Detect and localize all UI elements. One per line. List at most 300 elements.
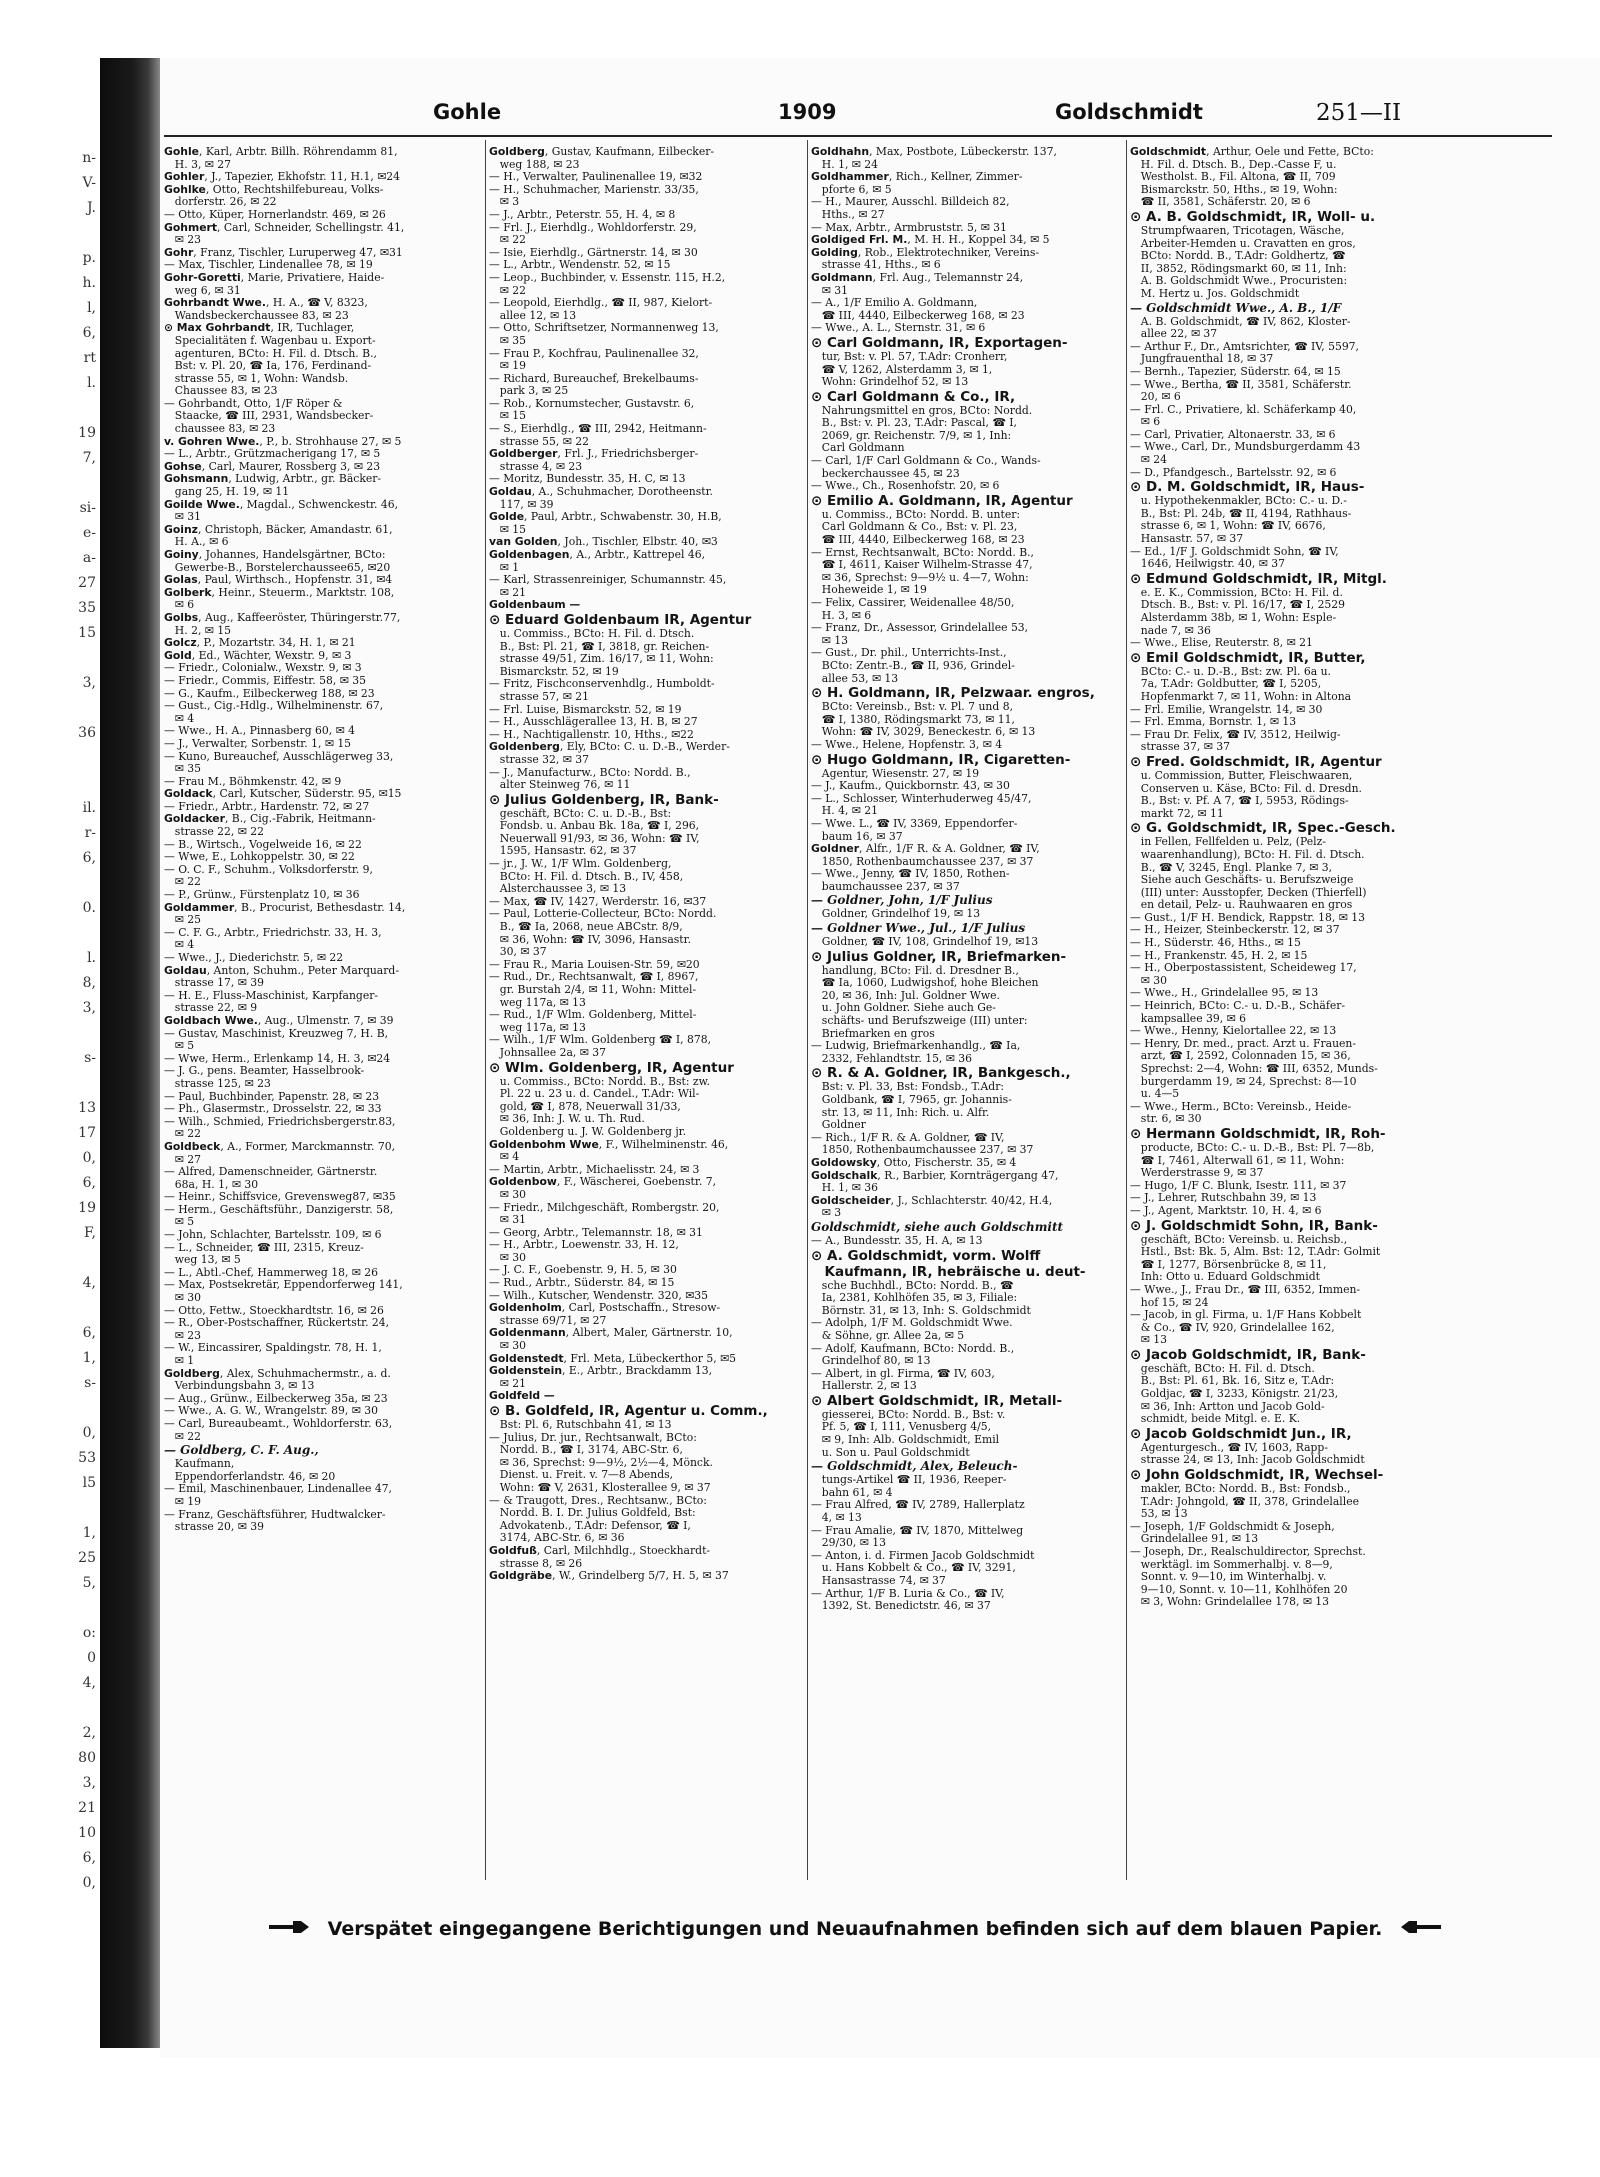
directory-entry-line: ✉ 35 [489,334,527,347]
directory-entry-line: A. B. Goldschmidt, ☎ IV, 862, Kloster- [1130,315,1351,328]
directory-entry-line: — Goldschmidt, Alex, Beleuch- [811,1459,1018,1474]
directory-entry-line: Eppendorferlandstr. 46, ✉ 20 [164,1470,336,1483]
directory-entry-line: — Arthur F., Dr., Amtsrichter, ☎ IV, 5597, [1130,340,1359,353]
directory-entry-line: — Goldschmidt Wwe., A. B., 1/F [1130,300,1342,315]
directory-entry-line: str. 6, ✉ 30 [1130,1113,1202,1126]
directory-entry-line: 117, ✉ 39 [489,498,554,511]
directory-entry-line: pforte 6, ✉ 5 [811,183,892,196]
directory-entry-line: Goldscheider, J., Schlachterstr. 40/42, H.4, [811,1194,1053,1207]
directory-entry-line: ⊙ Edmund Goldschmidt, IR, Mitgl. [1130,570,1387,587]
directory-column-3 [811,146,1123,1876]
directory-entry-line: — Rud., Dr., Rechtsanwalt, ☎ I, 8967, [489,971,699,984]
directory-entry-line: — Frl. Luise, Bismarckstr. 52, ✉ 19 [489,703,682,716]
directory-entry-line: 9—10, Sonnt. v. 10—11, Kohlhöfen 20 [1130,1583,1348,1596]
directory-entry-line: — jr., J. W., 1/F Wlm. Goldenberg, [489,858,672,871]
directory-entry-line: — H., Nachtigallenstr. 10, Hths., ✉22 [489,728,694,741]
header-left-keyword: Gohle [433,100,502,124]
directory-entry-line: Goldfuß, Carl, Milchhdlg., Stoeckhardt- [489,1544,711,1557]
directory-entry-line: u. 4—5 [1130,1088,1180,1101]
directory-entry-line: — Julius, Dr. jur., Rechtsanwalt, BCto: [489,1431,697,1444]
facing-page-fragment: 0. [82,900,96,916]
directory-entry-line: 68a, H. 1, ✉ 30 [164,1178,259,1191]
directory-entry-line: — Frau Amalie, ☎ IV, 1870, Mittelweg [811,1524,1024,1537]
directory-entry-line: — Joseph, 1/F Goldschmidt & Joseph, [1130,1520,1335,1533]
directory-entry-line: Alsterdamm 38b, ✉ 1, Wohn: Esple- [1130,612,1337,624]
directory-entry-line: B., ☎ V, 3245, Engl. Planke 7, ✉ 3, [1130,861,1333,874]
directory-entry-line: ✉ 23 [164,1329,202,1342]
directory-entry-line: — Frau M., Böhmkenstr. 42, ✉ 9 [164,775,342,788]
directory-entry-line: Goldau, Anton, Schuhm., Peter Marquard- [164,964,399,977]
directory-entry-line: Fondsb. u. Anbau Bk. 18a, ☎ I, 296, [489,820,700,833]
directory-entry-line: — Frau P., Kochfrau, Paulinenallee 32, [489,347,699,360]
facing-page-fragment: l, [87,300,96,316]
directory-entry-line: u. Commiss., BCto: Nordd. B. unter: [811,508,1021,521]
directory-entry-line: — Goldner Wwe., Jul., 1/F Julius [811,921,1026,936]
directory-entry-line: ⊙ D. M. Goldschmidt, IR, Haus- [1130,479,1365,496]
directory-entry-line: allee 22, ✉ 37 [1130,328,1218,341]
directory-entry-line: — Wwe., H., Grindelallee 95, ✉ 13 [1130,987,1319,1000]
directory-column-2 [489,146,804,1876]
header-year: 1909 [778,100,837,124]
directory-entry-line: — H., Ausschlägerallee 13, H. B, ✉ 27 [489,716,698,729]
directory-entry-line: Goldmann, Frl. Aug., Telemannstr 24, [811,271,1024,284]
directory-entry-line: Kaufmann, IR, hebräische u. deut- [811,1263,1086,1280]
directory-entry-line: Pl. 22 u. 23 u. d. Candel., T.Adr: Wil- [489,1088,700,1101]
facing-page-fragment: o: [82,1625,96,1641]
directory-entry-line: Sonnt. v. 9—10, im Winterhalbj. v. [1130,1571,1327,1584]
facing-page-fragment: 6, [82,1325,96,1341]
directory-entry-line: — Ph., Glasermstr., Drosselstr. 22, ✉ 33 [164,1103,382,1116]
directory-entry-line: — J. G., pens. Beamter, Hasselbrook- [164,1065,365,1078]
directory-entry-line: ✉ 1 [164,1355,195,1367]
directory-entry-line: A. B. Goldschmidt Wwe., Procuristen: [1130,275,1348,288]
directory-entry-line: Goldacker, B., Cig.-Fabrik, Heitmann- [164,813,376,826]
directory-entry-line: BCto: Nordd. B., T.Adr: Goldhertz, ☎ [1130,250,1346,263]
directory-entry-line: — Rob., Kornumstecher, Gustavstr. 6, [489,397,695,410]
directory-entry-line: — Kuno, Bureauchef, Ausschlägerweg 33, [164,750,394,763]
directory-entry-line: — Wwe., H. A., Pinnasberg 60, ✉ 4 [164,725,355,738]
facing-page-fragment: 17 [78,1125,96,1141]
directory-entry-line: — John, Schlachter, Bartelsstr. 109, ✉ 6 [164,1229,382,1242]
directory-entry-line: ✉ 13 [811,634,849,647]
directory-entry-line: — D., Pfandgesch., Bartelsstr. 92, ✉ 6 [1130,466,1337,479]
directory-entry-line: — L., Arbtr., Grützmacherigang 17, ✉ 5 [164,448,381,461]
directory-entry-line: ✉ 13 [1130,1334,1168,1347]
directory-entry-line: H. 3, ✉ 27 [164,158,232,171]
directory-entry-line: strasse 22, ✉ 9 [164,1002,258,1015]
directory-entry-line: — H., Frankenstr. 45, H. 2, ✉ 15 [1130,949,1308,962]
directory-entry-line: ⊙ A. Goldschmidt, vorm. Wolff [811,1247,1041,1264]
directory-entry-line: — Friedr., Arbtr., Hardenstr. 72, ✉ 27 [164,800,370,813]
facing-page-fragment: 5, [82,1575,96,1591]
directory-entry-line: ☎ V, 1262, Alsterdamm 3, ✉ 1, [811,363,993,376]
pointing-hand-icon [267,1918,311,1941]
directory-entry-line: Golcz, P., Mozartstr. 34, H. 1, ✉ 21 [164,637,356,650]
directory-entry-line: ✉ 36, Sprechst: 9—9½, 2½—4, Mönck. [489,1456,713,1469]
directory-entry-line: ⊙ Wlm. Goldenberg, IR, Agentur [489,1059,734,1076]
directory-entry-line: Goldner, Grindelhof 19, ✉ 13 [811,908,981,921]
directory-entry-line: H. 4, ✉ 21 [811,805,879,818]
directory-entry-line: — Gust., Cig.-Hdlg., Wilhelminenstr. 67, [164,700,384,713]
directory-entry-line: alter Steinweg 76, ✉ 11 [489,779,631,792]
directory-entry-line: — Frl. J., Eierhdlg., Wohldorferstr. 29, [489,221,697,234]
directory-entry-line: 3174, ABC-Str. 6, ✉ 36 [489,1532,625,1545]
directory-entry-line: ✉ 24 [1130,454,1168,467]
facing-page-fragment: 4, [82,1675,96,1691]
directory-entry-line: van Golden, Joh., Tischler, Elbstr. 40, ✉3 [489,536,718,549]
facing-page-fragment: h. [82,275,96,291]
directory-entry-line: Conserven u. Käse, BCto: Fil. d. Dresdn. [1130,782,1362,795]
directory-entry-line: — Albert, in gl. Firma, ☎ IV, 603, [811,1367,995,1380]
directory-entry-line: ⊙ H. Goldmann, IR, Pelzwaar. engros, [811,685,1095,702]
directory-entry-line: B., Bst: Pl. 24b, ☎ II, 4194, Rathhaus- [1130,507,1352,520]
directory-entry-line: ⊙ G. Goldschmidt, IR, Spec.-Gesch. [1130,820,1396,837]
directory-entry-line: chaussee 83, ✉ 23 [164,423,276,436]
directory-entry-line: schmidt, beide Mitgl. e. E. K. [1130,1413,1301,1426]
directory-entry-line: ⊙ Carl Goldmann, IR, Exportagen- [811,334,1068,351]
directory-entry-line: Goldenbohm Wwe, F., Wilhelminenstr. 46, [489,1138,729,1151]
column-divider [1126,140,1127,1880]
directory-entry-line: strasse 22, ✉ 22 [164,826,264,839]
directory-entry-line: — Heinrich, BCto: C.- u. D.-B., Schäfer- [1130,1000,1346,1013]
directory-entry-line: — Max, Postsekretär, Eppendorferweg 141, [164,1279,403,1292]
directory-entry-line: baum 16, ✉ 37 [811,830,903,843]
directory-entry-line: Alsterchaussee 3, ✉ 13 [489,883,627,896]
facing-page-fragment: 25 [78,1550,96,1566]
directory-entry-line: B., Bst: Pl. 61, Bk. 16, Sitz e, T.Adr: [1130,1375,1335,1388]
column-divider [485,140,486,1880]
facing-page-fragment: l. [87,950,96,966]
directory-entry-line: Specialitäten f. Wagenbau u. Export- [164,334,376,347]
directory-entry-line: Nordd. B. I. Dr. Julius Goldfeld, Bst: [489,1507,696,1520]
facing-page-fragment: rt [83,350,96,366]
directory-entry-line: — Friedr., Colonialw., Wexstr. 9, ✉ 3 [164,662,362,675]
directory-entry-line: strasse 6, ✉ 1, Wohn: ☎ IV, 6676, [1130,520,1326,533]
facing-page-fragment: 6, [82,325,96,341]
directory-entry-line: ✉ 30 [489,1251,527,1264]
directory-entry-line: Goldner, ☎ IV, 108, Grindelhof 19, ✉13 [811,936,1039,949]
directory-entry-line: Golde, Paul, Arbtr., Schwabenstr. 30, H.B, [489,511,722,524]
directory-entry-line: — G., Kaufm., Eilbeckerweg 188, ✉ 23 [164,687,375,700]
directory-entry-line: — Friedr., Commis, Eiffestr. 58, ✉ 35 [164,674,366,687]
facing-page-fragment: F, [84,1225,96,1241]
directory-entry-line: — A., Bundesstr. 35, H. A, ✉ 13 [811,1234,983,1247]
directory-entry-line: — Gohrbandt, Otto, 1/F Röper & [164,397,343,410]
directory-entry-line: 1850, Rothenbaumchaussee 237, ✉ 37 [811,1144,1034,1157]
directory-entry-line: Hoheweide 1, ✉ 19 [811,584,927,597]
directory-entry-line: u. Hypothekenmakler, BCto: C.- u. D.- [1130,495,1347,508]
directory-entry-line: Goilde Wwe., Magdal., Schwenckestr. 46, [164,498,399,511]
directory-entry-line: — Otto, Küper, Hornerlandstr. 469, ✉ 26 [164,208,386,221]
directory-entry-line: — L., Schlosser, Winterhuderweg 45/47, [811,792,1032,805]
directory-entry-line: ☎ III, 4440, Eilbeckerweg 168, ✉ 23 [811,309,1025,322]
directory-entry-line: dorferstr. 26, ✉ 22 [164,196,277,209]
directory-entry-line: — Aug., Grünw., Eilbeckerweg 35a, ✉ 23 [164,1392,388,1405]
directory-entry-line: — J., Kaufm., Quickbornstr. 43, ✉ 30 [811,780,1010,793]
directory-entry-line: Gohsmann, Ludwig, Arbtr., gr. Bäcker- [164,473,382,486]
directory-entry-line: ☎ II, 3581, Schäferstr. 20, ✉ 6 [1130,196,1311,209]
directory-entry-line: ✉ 19 [489,360,527,373]
directory-entry-line: in Fellen, Fellfelden u. Pelz, (Pelz- [1130,836,1326,849]
directory-entry-line: Gewerbe-B., Borstelerchaussee65, ✉20 [164,561,391,574]
directory-entry-line: ☎ I, 7461, Alterwall 61, ✉ 11, Wohn: [1130,1154,1345,1167]
directory-entry-line: Hths., ✉ 27 [811,208,885,221]
directory-entry-line: — Otto, Schriftsetzer, Normannenweg 13, [489,322,719,335]
directory-entry-line: ✉ 22 [489,284,527,297]
directory-entry-line: BCto: Zentr.-B., ☎ II, 936, Grindel- [811,659,1015,672]
facing-page-fragment: 6, [82,1175,96,1191]
directory-entry-line: arzt, ☎ I, 2592, Colonnaden 15, ✉ 36, [1130,1050,1351,1063]
directory-entry-line: — Paul, Buchbinder, Papenstr. 28, ✉ 23 [164,1090,380,1103]
directory-entry-line: Goldbach Wwe., Aug., Ulmenstr. 7, ✉ 39 [164,1014,394,1027]
directory-entry-line: Goldberg, Gustav, Kaufmann, Eilbecker- [489,146,715,158]
facing-page-fragment: 2, [82,1725,96,1741]
directory-entry-line: — Franz, Geschäftsführer, Hudtwalcker- [164,1508,386,1521]
facing-page-fragment: J. [87,200,96,216]
directory-entry-line: ✉ 19 [164,1495,202,1508]
facing-page-fragment: 8, [82,975,96,991]
pointing-hand-icon [1399,1918,1443,1941]
directory-entry-line: allee 12, ✉ 13 [489,309,577,322]
directory-entry-line: Gohlke, Otto, Rechtshilfebureau, Volks- [164,183,384,196]
directory-entry-line: Goldenberg, Ely, BCto: C. u. D.-B., Werder- [489,741,730,754]
directory-entry-line: — Alfred, Damenschneider, Gärtnerstr. [164,1166,378,1179]
directory-entry-line: ✉ 31 [811,284,849,297]
directory-entry-line: agenturen, BCto: H. Fil. d. Dtsch. B., [164,347,377,360]
facing-page-fragment: s- [84,1375,96,1391]
directory-entry-line: Gold, Ed., Wächter, Wexstr. 9, ✉ 3 [164,649,352,662]
directory-entry-line: Goldenbaum — [489,599,581,612]
directory-entry-line: — Jacob, in gl. Firma, u. 1/F Hans Kobbelt [1130,1309,1362,1322]
directory-entry-line: — J., Agent, Marktstr. 10, H. 4, ✉ 6 [1130,1204,1322,1217]
directory-entry-line: — Wwe., Ch., Rosenhofstr. 20, ✉ 6 [811,480,1000,493]
directory-entry-line: Grindelhof 80, ✉ 13 [811,1355,931,1368]
directory-entry-line: — L., Schneider, ☎ III, 2315, Kreuz- [164,1241,364,1254]
facing-page-margin [0,0,100,2177]
directory-entry-line: ✉ 22 [164,1430,202,1443]
directory-entry-line: Gohrbandt Wwe., H. A., ☎ V, 8323, [164,297,368,310]
directory-entry-line: — J. C. F., Goebenstr. 9, H. 5, ✉ 30 [489,1264,677,1277]
directory-entry-line: — J., Arbtr., Peterstr. 55, H. 4, ✉ 8 [489,208,676,221]
directory-entry-line: Bst: v. Pl. 20, ☎ Ia, 176, Ferdinand- [164,360,372,373]
directory-entry-line: ✉ 3, Wohn: Grindelallee 178, ✉ 13 [1130,1596,1330,1609]
directory-entry-line: — Rud., 1/F Wlm. Goldenberg, Mittel- [489,1009,697,1022]
directory-entry-line: Goldhammer, Rich., Kellner, Zimmer- [811,171,1023,184]
directory-entry-line: — W., Eincassirer, Spaldingstr. 78, H. 1, [164,1342,382,1355]
directory-entry-line: BCto: Vereinsb., Bst: v. Pl. 7 und 8, [811,701,1014,714]
directory-entry-line: Gohler, J., Tapezier, Ekhofstr. 11, H.1, ✉24 [164,171,401,184]
directory-entry-line: Goldschalk, R., Barbier, Kornträgergang 47, [811,1169,1059,1182]
directory-entry-line: Goldau, A., Schuhmacher, Dorotheenstr. [489,486,713,499]
directory-entry-line: BCto: C.- u. D.-B., Bst: zw. Pl. 6a u. [1130,665,1331,678]
directory-entry-line: — Max, Tischler, Lindenallee 78, ✉ 19 [164,259,373,272]
directory-entry-line: — Wwe., Helene, Hopfenstr. 3, ✉ 4 [811,738,1003,751]
directory-entry-line: u. John Goldner. Siehe auch Ge- [811,1002,996,1015]
directory-entry-line: — Ludwig, Briefmarkenhandlg., ☎ Ia, [811,1040,1021,1053]
directory-entry-line: — Georg, Arbtr., Telemannstr. 18, ✉ 31 [489,1226,703,1239]
directory-entry-line: Wandsbeckerchaussee 83, ✉ 23 [164,309,349,322]
directory-entry-line: ✉ 9, Inh: Alb. Goldschmidt, Emil [811,1434,1000,1447]
directory-entry-line: — Gustav, Maschinist, Kreuzweg 7, H. B, [164,1027,389,1040]
directory-entry-line: burgerdamm 19, ✉ 24, Sprechst: 8—10 [1130,1075,1357,1088]
directory-entry-line: — Wwe., Herm., BCto: Vereinsb., Heide- [1130,1100,1352,1113]
directory-entry-line: — Martin, Arbtr., Michaelisstr. 24, ✉ 3 [489,1163,700,1176]
directory-entry-line: ⊙ Emilio A. Goldmann, IR, Agentur [811,492,1073,509]
directory-entry-line: hof 15, ✉ 24 [1130,1296,1209,1309]
directory-entry-line: ⊙ Hugo Goldmann, IR, Cigaretten- [811,751,1071,768]
directory-entry-line: u. Commiss., BCto: Nordd. B., Bst: zw. [489,1075,710,1088]
directory-entry-line: — H., Maurer, Ausschl. Billdeich 82, [811,196,1010,209]
directory-entry-line: ✉ 4 [489,1151,520,1164]
directory-entry-line: Bismarckstr. 52, ✉ 19 [489,665,619,678]
directory-entry-line: tungs-Artikel ☎ II, 1936, Reeper- [811,1474,1007,1487]
directory-entry-line: Grindelallee 91, ✉ 13 [1130,1533,1259,1546]
directory-entry-line: Goldberger, Frl. J., Friedrichsberger- [489,448,699,461]
directory-entry-line: Goldschmidt, siehe auch Goldschmitt [811,1219,1064,1234]
directory-entry-line: (III) unter: Ausstopfer, Decken (Thierfell) [1130,886,1367,899]
facing-page-fragment: 0 [87,1650,96,1666]
directory-entry-line: 20, ✉ 36, Inh: Jul. Goldner Wwe. [811,989,1000,1002]
directory-entry-line: u. Commiss., BCto: H. Fil. d. Dtsch. [489,627,695,640]
directory-entry-line: Goinz, Christoph, Bäcker, Amandastr. 61, [164,523,393,536]
directory-entry-line: 7a, T.Adr: Goldbutter, ☎ I, 5205, [1130,678,1322,691]
directory-entry-line: Westholst. B., Fil. Altona, ☎ II, 709 [1130,171,1336,184]
directory-entry-line: — Emil, Maschinenbauer, Lindenallee 47, [164,1483,392,1496]
directory-entry-line: Gohle, Karl, Arbtr. Billh. Röhrendamm 81, [164,146,398,158]
header-right-keyword: Goldschmidt [1055,100,1203,124]
directory-entry-line: 1850, Rothenbaumchaussee 237, ✉ 37 [811,855,1034,868]
directory-entry-line: — Gust., Dr. phil., Unterrichts-Inst., [811,647,1007,660]
facing-page-fragment: 13 [78,1100,96,1116]
directory-entry-line: — Hugo, 1/F C. Blunk, Isestr. 111, ✉ 37 [1130,1179,1347,1192]
directory-entry-line: Wohn: Grindelhof 52, ✉ 13 [811,376,969,389]
directory-entry-line: Strumpfwaaren, Tricotagen, Wäsche, [1130,224,1345,237]
directory-entry-line: 2069, gr. Reichenstr. 7/9, ✉ 1, Inh: [811,429,1012,442]
directory-entry-line: BCto: H. Fil. d. Dtsch. B., IV, 458, [489,870,684,883]
directory-entry-line: H. A., ✉ 6 [164,536,229,549]
directory-entry-line: Agenturgesch., ☎ IV, 1603, Rapp- [1130,1441,1328,1454]
directory-entry-line: — H., Oberpostassistent, Scheideweg 17, [1130,962,1357,975]
directory-entry-line: handlung, BCto: Fil. d. Dresdner B., [811,964,1019,977]
directory-entry-line: Goldack, Carl, Kutscher, Süderstr. 95, ✉15 [164,788,402,801]
directory-entry-line: Hansastr. 57, ✉ 37 [1130,533,1244,546]
directory-entry-line: Goldhahn, Max, Postbote, Lübeckerstr. 137, [811,146,1057,158]
directory-entry-line: Carl Goldmann & Co., Bst: v. Pl. 23, [811,521,1018,534]
facing-page-fragment: 10 [78,1825,96,1841]
directory-entry-line: — Bernh., Tapezier, Süderstr. 64, ✉ 15 [1130,365,1341,378]
directory-entry-line: gold, ☎ I, 878, Neuerwall 31/33, [489,1100,681,1113]
facing-page-fragment: 80 [78,1750,96,1766]
facing-page-fragment: 6, [82,1850,96,1866]
directory-entry-line: baumchaussee 237, ✉ 37 [811,880,960,893]
directory-entry-line: — Wilh., Schmied, Friedrichsbergerstr.83, [164,1115,396,1128]
directory-entry-line: Hallerstr. 2, ✉ 13 [811,1380,917,1393]
facing-page-fragment: p. [82,250,96,266]
directory-column-4 [1130,146,1446,1876]
directory-entry-line: — Friedr., Milchgeschäft, Rombergstr. 20, [489,1201,720,1214]
directory-entry-line: strasse 69/71, ✉ 27 [489,1314,607,1327]
directory-entry-line: II, 3852, Rödingsmarkt 60, ✉ 11, Inh: [1130,262,1347,275]
directory-entry-line: B., Bst: v. Pl. 23, T.Adr: Pascal, ☎ I, [811,417,1017,430]
directory-entry-line: 1392, St. Benedictstr. 46, ✉ 37 [811,1600,991,1613]
directory-entry-line: Goldenberg u. J. W. Goldenberg jr. [489,1125,687,1138]
directory-entry-line: Golding, Rob., Elektrotechniker, Vereins- [811,246,1040,259]
directory-entry-line: Goldschmidt, Arthur, Oele und Fette, BCto: [1130,146,1374,158]
directory-entry-line: gr. Burstah 2/4, ✉ 11, Wohn: Mittel- [489,984,697,996]
facing-page-fragment: 21 [78,1800,96,1816]
facing-page-fragment: r- [84,825,96,841]
directory-entry-line: ☎ III, 4440, Eilbeckerweg 168, ✉ 23 [811,534,1025,547]
directory-column-1 [164,146,482,1876]
directory-entry-line: ☎ Ia, 1060, Ludwigshof, hohe Bleichen [811,977,1039,990]
directory-entry-line: giesserei, BCto: Nordd. B., Bst: v. [811,1408,1006,1421]
directory-entry-line: — Wwe., Bertha, ☎ II, 3581, Schäferstr. [1130,378,1352,391]
facing-page-fragment: 53 [78,1450,96,1466]
directory-entry-line: nade 7, ✉ 36 [1130,624,1211,637]
directory-entry-line: Goldberg, Alex, Schuhmachermstr., a. d. [164,1367,391,1380]
directory-entry-line: — Anton, i. d. Firmen Jacob Goldschmidt [811,1549,1035,1562]
directory-entry-line: ✉ 21 [489,1377,527,1390]
directory-entry-line: — Wwe., A. L., Sternstr. 31, ✉ 6 [811,322,986,335]
directory-entry-line: weg 13, ✉ 5 [164,1254,241,1267]
directory-entry-line: kampsallee 39, ✉ 6 [1130,1012,1246,1025]
directory-entry-line: ✉ 6 [164,599,195,612]
directory-entry-line: — Ernst, Rechtsanwalt, BCto: Nordd. B., [811,546,1034,559]
directory-entry-line: ✉ 30 [489,1188,527,1201]
directory-entry-line: B., Bst: Pl. 21, ☎ I, 3818, gr. Reichen- [489,640,710,653]
directory-entry-line: Neuerwall 91/93, ✉ 36, Wohn: ☎ IV, [489,832,700,845]
directory-entry-line: ✉ 31 [164,511,202,524]
directory-entry-line: — Wwe, E., Lohkoppelstr. 30, ✉ 22 [164,851,355,864]
directory-entry-line: Goldbank, ☎ I, 7965, gr. Johannis- [811,1094,1012,1106]
directory-entry-line: Gohmert, Carl, Schneider, Schellingstr. 41, [164,221,405,234]
directory-entry-line: gang 25, H. 19, ✉ 11 [164,486,290,499]
directory-entry-line: ✉ 1 [489,561,520,574]
directory-entry-line: Goldenstedt, Frl. Meta, Lübeckerthor 5, ✉5 [489,1352,737,1365]
directory-entry-line: ✉ 6 [1130,416,1161,429]
directory-entry-line: ✉ 5 [164,1216,195,1229]
directory-entry-line: Hansastrasse 74, ✉ 37 [811,1575,946,1587]
directory-entry-line: weg 117a, ✉ 13 [489,1021,586,1034]
directory-entry-line: — Arthur, 1/F B. Luria & Co., ☎ IV, [811,1587,1005,1600]
directory-entry-line: ✉ 3 [489,196,520,209]
directory-entry-line: — Frau Alfred, ☎ IV, 2789, Hallerplatz [811,1499,1025,1512]
directory-entry-line: Goldbeck, A., Former, Marckmannstr. 70, [164,1140,396,1153]
directory-entry-line: H. 1, ✉ 36 [811,1182,879,1195]
directory-entry-line: Gohr, Franz, Tischler, Luruperweg 47, ✉31 [164,246,403,259]
directory-entry-line: en detail, Pelz- u. Rauhwaaren en gros [1130,899,1353,912]
directory-entry-line: & Co., ☎ IV, 920, Grindelallee 162, [1130,1321,1335,1334]
directory-entry-line: e. E. K., Commission, BCto: H. Fil. d. [1130,586,1343,599]
directory-entry-line: strasse 41, Hths., ✉ 6 [811,259,941,272]
directory-entry-line: Staacke, ☎ III, 2931, Wandsbecker- [164,410,374,423]
directory-entry-line: — Carl, Privatier, Altonaerstr. 33, ✉ 6 [1130,428,1336,441]
directory-entry-line: — Rud., Arbtr., Süderstr. 84, ✉ 15 [489,1277,675,1290]
directory-entry-line: Bst: Pl. 6, Rutschbahn 41, ✉ 13 [489,1419,672,1431]
directory-entry-line: ✉ 5 [164,1040,195,1053]
directory-entry-line: — Wwe., Elise, Reuterstr. 8, ✉ 21 [1130,637,1313,650]
facing-page-fragment: 0, [82,1425,96,1441]
directory-entry-line: — Otto, Fettw., Stoeckhardtstr. 16, ✉ 26 [164,1304,384,1317]
directory-entry-line: Verbindungsbahn 3, ✉ 13 [164,1380,315,1393]
directory-entry-line: — R., Ober-Postschaffner, Rückertstr. 24, [164,1317,390,1330]
directory-entry-line: — Frl. Emilie, Wrangelstr. 14, ✉ 30 [1130,703,1323,716]
directory-entry-line: — Herm., Geschäftsführ., Danzigerstr. 58, [164,1203,394,1216]
directory-entry-line: strasse 4, ✉ 23 [489,460,583,473]
facing-page-fragment: 19 [78,425,96,441]
directory-entry-line: 1595, Hansastr. 62, ✉ 37 [489,845,637,858]
facing-page-fragment: l. [87,375,96,391]
